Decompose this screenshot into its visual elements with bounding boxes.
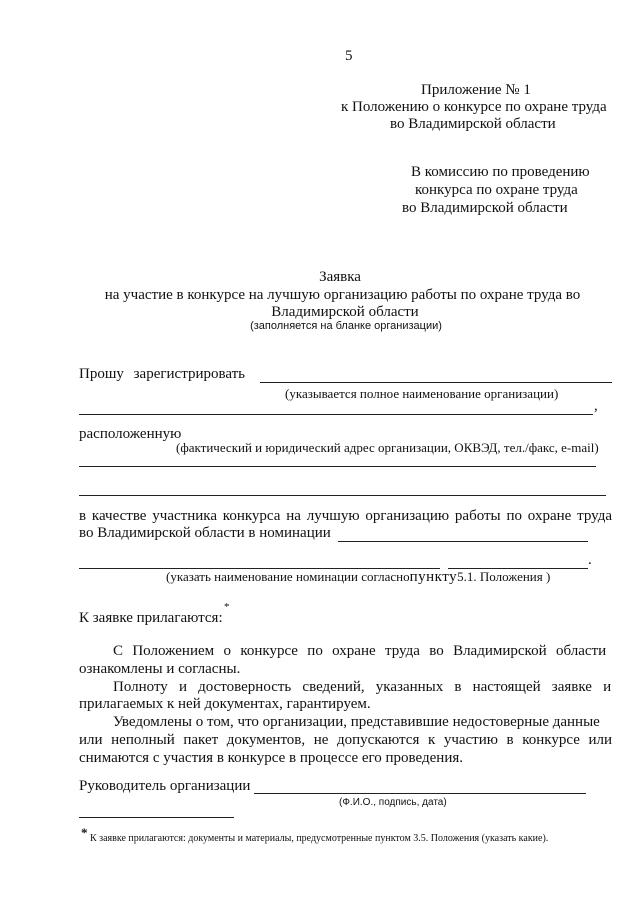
register-label: Прошу зарегистрировать	[79, 366, 246, 382]
statement-2-line-1: Полноту и достоверность сведений, указанных в настоящей заявке и	[113, 679, 612, 695]
addressee-line-1: В комиссию по проведению	[411, 164, 590, 180]
address-hint: (фактический и юридический адрес организации, ОКВЭД, тел./факс, e-mail)	[176, 440, 599, 455]
page-number: 5	[345, 48, 353, 64]
nomination-hint-part-c: 5.1. Положения )	[457, 569, 551, 584]
statement-1-line-2: ознакомлены и согласны.	[79, 661, 241, 677]
nomination-line-1[interactable]	[338, 541, 588, 542]
application-subtitle-line-2: Владимирской области	[271, 304, 419, 320]
appendix-line-3: во Владимирской области	[390, 116, 556, 132]
statement-1-line-1: С Положением о конкурсе по охране труда во Владимирской области	[113, 643, 607, 659]
appendix-title: Приложение № 1	[421, 82, 531, 98]
organization-name-line-2[interactable]	[79, 414, 593, 415]
signature-line[interactable]	[254, 793, 586, 794]
organization-name-hint: (указывается полное наименование организации)	[285, 386, 559, 401]
addressee-line-2: конкурса по охране труда	[415, 182, 578, 198]
organization-name-line[interactable]	[260, 382, 612, 383]
addressee-line-3: во Владимирской области	[402, 200, 568, 216]
statement-3-line-1: Уведомлены о том, что организации, представившие недостоверные данные	[113, 714, 600, 730]
capacity-line-1: в качестве участника конкурса на лучшую организацию работы по охране труда	[79, 508, 612, 524]
appendix-line-2: к Положению о конкурсе по охране труда	[341, 99, 607, 115]
application-note: (заполняется на бланке организации)	[250, 320, 442, 332]
address-line-1[interactable]	[79, 466, 596, 467]
statement-3-line-2: или неполный пакет документов, не допускаются к участию в конкурсе или	[79, 732, 612, 748]
application-heading: Заявка	[319, 269, 361, 285]
located-label: расположенную	[79, 426, 182, 442]
footnote-separator	[79, 817, 234, 818]
nomination-hint-part-a: (указать наименование номинации согласно	[166, 569, 410, 584]
capacity-line-2: во Владимирской области в номинации	[79, 525, 331, 541]
nomination-period: .	[588, 552, 592, 568]
address-line-2[interactable]	[79, 495, 606, 496]
statement-3-line-3: снимаются с участия в конкурсе в процессе его проведения.	[79, 750, 464, 766]
footnote-text: К заявке прилагаются: документы и материалы, предусмотренные пунктом 3.5. Положения (указать какие).	[90, 833, 549, 844]
attachments-label: К заявке прилагаются:	[79, 610, 223, 626]
statement-2-line-2: прилагаемых к ней документах, гарантируем.	[79, 696, 371, 712]
nomination-hint	[166, 569, 550, 586]
nomination-hint-part-b: пункту	[409, 569, 458, 585]
attachments-footnote-mark: *	[224, 601, 230, 613]
signature-label: Руководитель организации	[79, 778, 251, 794]
signature-hint: (Ф.И.О., подпись, дата)	[339, 797, 447, 808]
organization-name-comma: ,	[594, 398, 598, 414]
footnote-mark: *	[81, 825, 88, 840]
application-subtitle-line-1: на участие в конкурсе на лучшую организацию работы по охране труда во	[104, 287, 581, 303]
